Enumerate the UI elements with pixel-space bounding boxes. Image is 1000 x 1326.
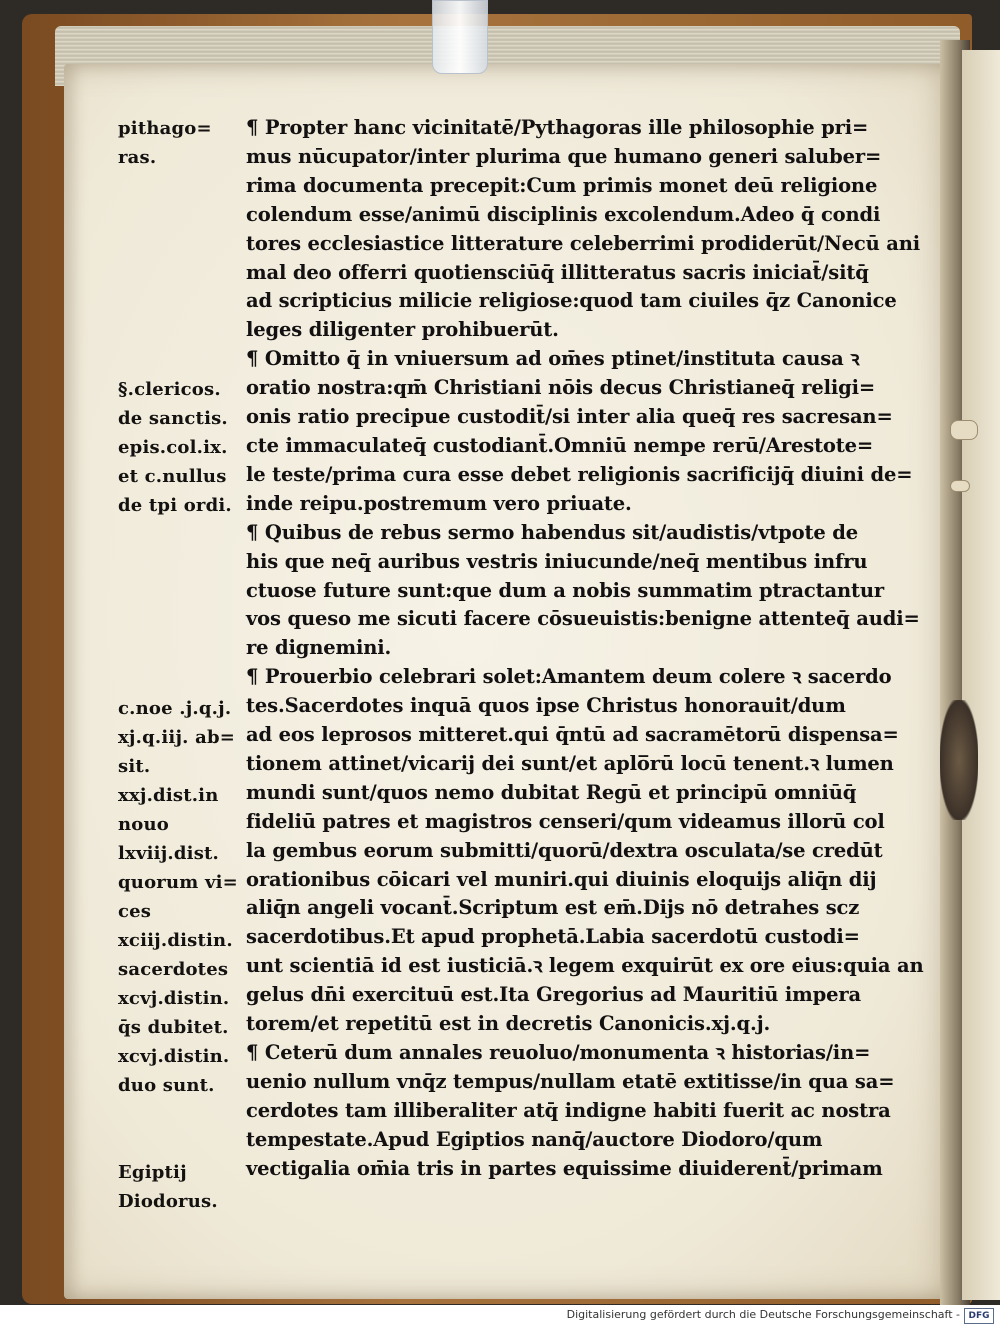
text-line: gelus dn̄i exercituū est.Ita Gregorius ad Mauritiū impera — [246, 983, 861, 1007]
margin-note: c.noe .j.q.j. — [118, 698, 232, 719]
text-line: torem/et repetitū est in decretis Canonicis.xj.q.j. — [246, 1012, 771, 1036]
margin-notes — [118, 114, 246, 1216]
dfg-logo: DFG — [964, 1308, 994, 1324]
text-line: mundi sunt/quos nemo dubitat Regū et principū omniūq̄ — [246, 780, 857, 804]
margin-note — [118, 665, 246, 694]
margin-note: de sanctis. — [118, 408, 228, 429]
text-line: re dignemini. — [246, 636, 392, 660]
text-line: his que neq̄ auribus vestris iniucunde/neq̄ mentibus infru — [246, 549, 868, 573]
page-clip — [432, 0, 488, 74]
text-line: tempestate.Apud Egiptios nanq̄/auctore Diodoro/qum — [246, 1127, 823, 1151]
margin-note — [118, 201, 246, 230]
margin-note — [118, 607, 246, 636]
text-line: tes.Sacerdotes inquā quos ipse Christus honorauit/dum — [246, 694, 846, 718]
text-line: ¶ Ceterū dum annales reuoluo/monumenta ꝛ historias/in= — [246, 1041, 871, 1064]
margin-note — [118, 520, 246, 549]
text-line: ¶ Omitto q̄ in vniuersum ad om̄es ptinet/instituta causa ꝛ — [246, 347, 860, 371]
text-line: le teste/prima cura esse debet religionis sacrificijq̄ diuini de= — [246, 462, 913, 486]
page-tear — [940, 700, 978, 820]
text-line: cerdotes tam illiberaliter atq̄ indigne habiti fuerit ac nostra — [246, 1098, 891, 1122]
binding-thread — [950, 420, 978, 440]
text-line: ad eos leprosos mitteret.qui q̄ntū ad sacramētorū dispensa= — [246, 723, 899, 747]
margin-note: pithago= — [118, 118, 212, 139]
margin-note: §.clericos. — [118, 379, 221, 400]
text-line: aliq̄n angeli vocant̄.Scriptum est em̄.Dijs nō detrahes scz — [246, 896, 860, 920]
margin-note: lxviij.dist. — [118, 843, 220, 864]
body-text — [246, 114, 924, 1184]
text-line: rima documenta precepit:Cum primis monet deū religione — [246, 173, 878, 197]
margin-note: ras. — [118, 147, 157, 168]
margin-note — [118, 549, 246, 578]
margin-note — [118, 230, 246, 259]
margin-note: sit. — [118, 756, 151, 777]
text-line: tionem attinet/vicarij dei sunt/et aplo̅rū locū tenent.ꝛ lumen — [246, 751, 894, 775]
text-line: sacerdotibus.Et apud prophetā.Labia sacerdotū custodi= — [246, 925, 860, 949]
facing-page-edge — [962, 50, 1000, 1300]
margin-note: et c.nullus — [118, 466, 227, 487]
margin-note — [118, 578, 246, 607]
margin-note: sacerdotes — [118, 959, 229, 980]
text-line: colendum esse/animū disciplinis excolendum.Adeo q̄ condi — [246, 202, 881, 226]
footer-bar — [0, 1305, 1000, 1326]
text-line: inde reipu.postremum vero priuate. — [246, 491, 632, 515]
margin-note: xciij.distin. — [118, 930, 233, 951]
text-line: ¶ Prouerbio celebrari solet:Amantem deum colere ꝛ sacerdo — [246, 665, 892, 689]
text-line: oratio nostra:qm̄ Christiani nōis decus Christianeq̄ religi= — [246, 376, 876, 400]
text-line: ¶ Propter hanc vicinitatē/Pythagoras ille philosophie pri= — [246, 116, 869, 139]
margin-note — [118, 172, 246, 201]
text-line: onis ratio precipue custodit̄/si inter alia queq̄ res sacresan= — [246, 405, 893, 429]
text-line: orationibus cōicari vel muniri.qui diuinis eloquijs aliq̄n dij — [246, 867, 877, 891]
margin-note: ces — [118, 901, 152, 922]
text-line: mal deo offerri quotiensciūq̄ illitteratus sacris iniciat̄/sitq̄ — [246, 260, 869, 284]
text-line: vos queso me sicuti facere cōsueuistis:benigne attenteq̄ audi= — [246, 607, 920, 631]
text-line: uenio nullum vnq̄z tempus/nullam etatē extitisse/in qua sa= — [246, 1069, 895, 1093]
margin-note: xcvj.distin. — [118, 988, 230, 1009]
margin-note — [118, 317, 246, 346]
margin-note: epis.col.ix. — [118, 437, 228, 458]
margin-note: xcvj.distin. — [118, 1046, 230, 1067]
text-line: ad scripticius milicie religiose:quod tam ciuiles q̄z Canonice — [246, 289, 897, 313]
digitization-credit: Digitalisierung gefördert durch die Deutsche Forschungsgemeinschaft - — [566, 1308, 960, 1321]
margin-note: Diodorus. — [118, 1191, 218, 1212]
text-line: fideliū patres et magistros censeri/qum videamus illorū col — [246, 809, 885, 833]
text-line: leges diligenter prohibuerūt. — [246, 318, 559, 342]
margin-note — [118, 1100, 246, 1129]
binding-thread — [950, 480, 970, 492]
margin-note: quorum vi= — [118, 872, 238, 893]
text-line: cte immaculateq̄ custodiant̄.Omniū nempe rerū/Arestote= — [246, 433, 874, 457]
text-line: unt scientiā id est iusticiā.ꝛ legem exquirūt ex ore eius:quia an — [246, 954, 924, 978]
text-line: la gembus eorum submitti/quorū/dextra osculata/se credūt — [246, 838, 883, 862]
margin-note — [118, 259, 246, 288]
text-line: vectigalia om̄ia tris in partes equissime diuiderent̄/primam — [246, 1156, 883, 1180]
margin-note — [118, 636, 246, 665]
text-line: ctuose future sunt:que dum a nobis summatim ptractantur — [246, 578, 885, 602]
margin-note — [118, 1129, 246, 1158]
text-line: tores ecclesiastice litterature celeberrimi prodiderūt/Necū ani — [246, 231, 921, 255]
margin-note: xj.q.iij. ab= — [118, 727, 236, 748]
text-line: mus nūcupator/inter plurima que humano generi saluber= — [246, 144, 882, 168]
text-line: ¶ Quibus de rebus sermo habendus sit/audistis/vtpote de — [246, 520, 858, 544]
margin-note: nouo — [118, 814, 169, 835]
margin-note: Egiptij — [118, 1162, 187, 1183]
margin-note: q̄s dubitet. — [118, 1017, 229, 1038]
margin-note — [118, 288, 246, 317]
margin-note: de tpi ordi. — [118, 495, 232, 516]
margin-note: duo sunt. — [118, 1075, 215, 1096]
margin-note — [118, 346, 246, 375]
margin-note: xxj.dist.in — [118, 785, 219, 806]
